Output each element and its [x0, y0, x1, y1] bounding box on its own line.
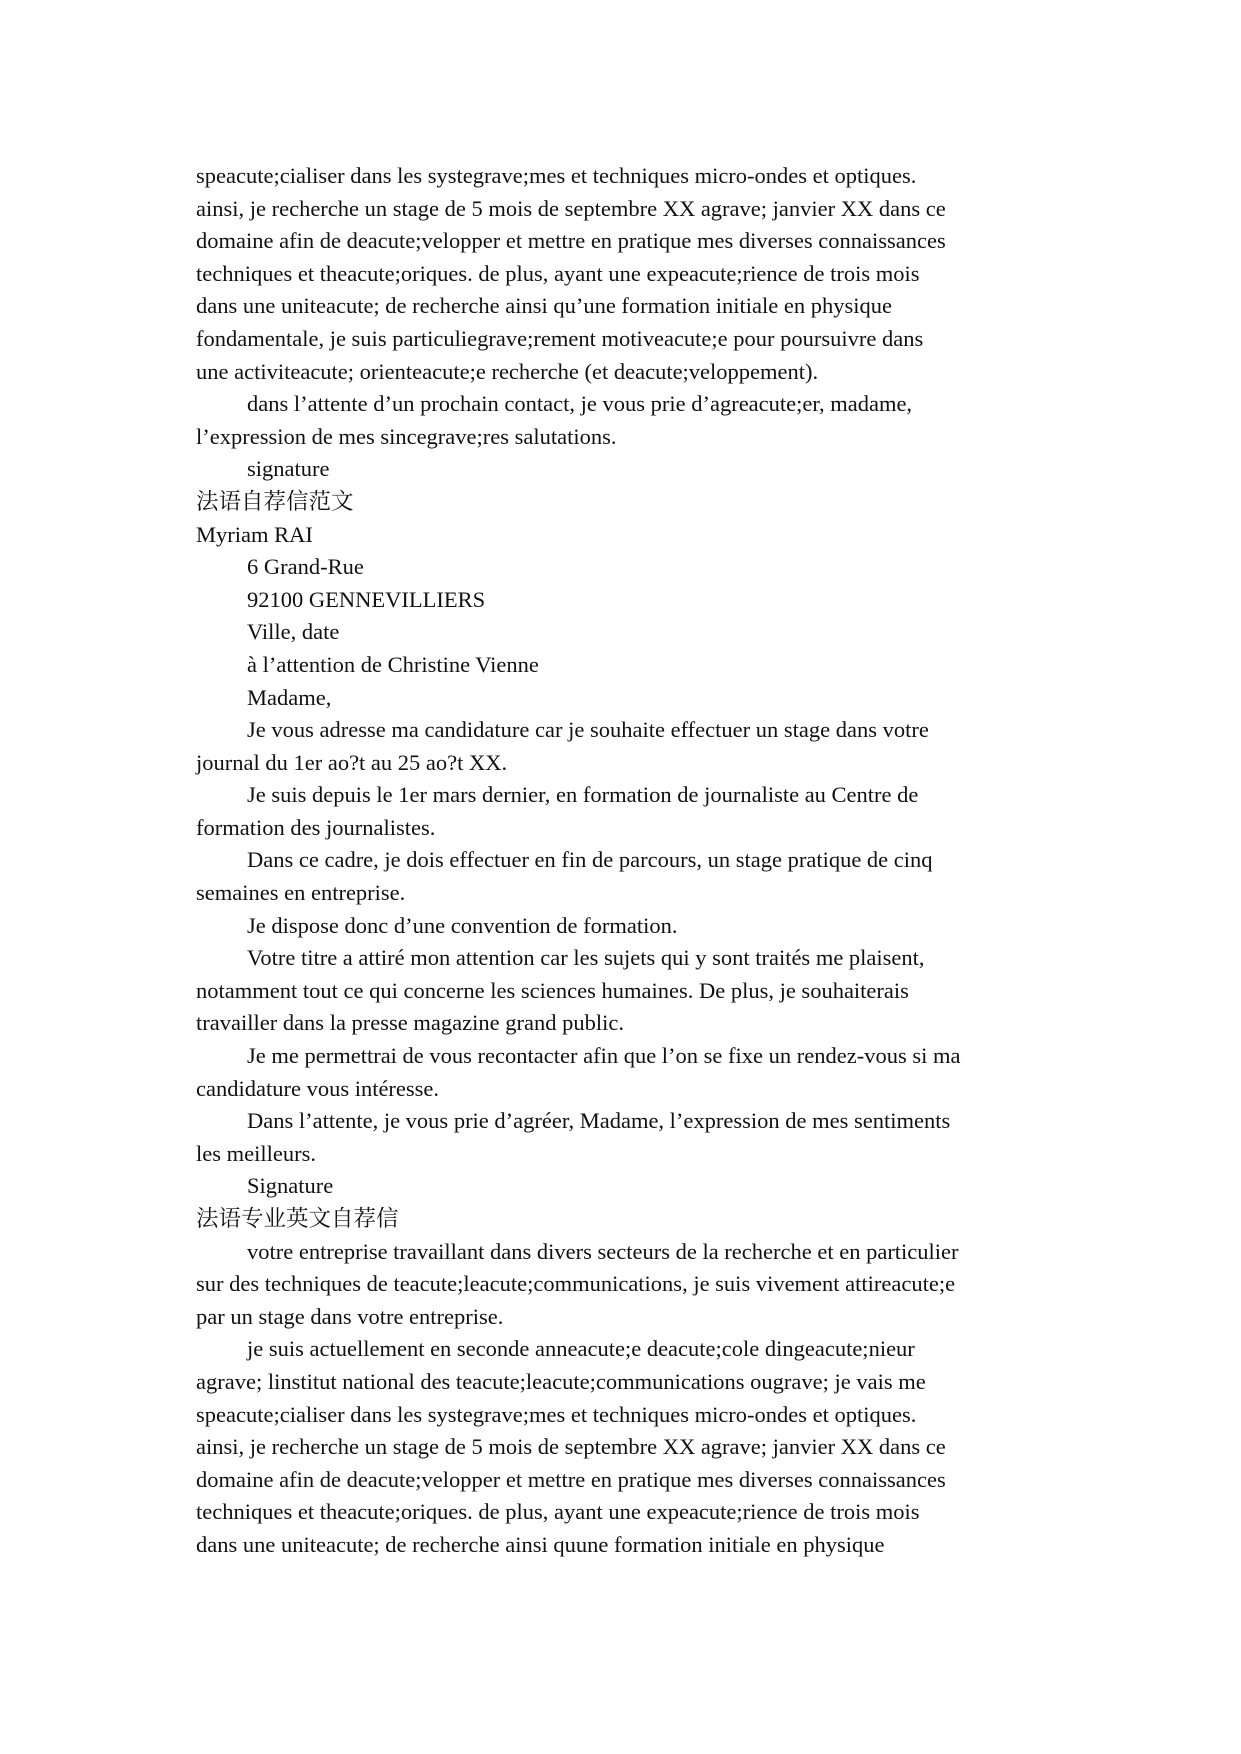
text-line: 法语自荐信范文 [196, 488, 354, 514]
text-line: notamment tout ce qui concerne les sciences humaines. De plus, je souhaiterais [196, 977, 909, 1003]
text-line: ainsi, je recherche un stage de 5 mois de septembre XX agrave; janvier XX dans ce [196, 1434, 946, 1460]
text-line: journal du 1er ao?t au 25 ao?t XX. [196, 749, 508, 775]
text-line: sur des techniques de teacute;leacute;communications, je suis vivement attireacute;e [196, 1271, 956, 1297]
text-line: travailler dans la presse magazine grand public. [196, 1010, 624, 1036]
text-line: speacute;cialiser dans les systegrave;mes et techniques micro-ondes et optiques. [196, 1401, 917, 1427]
text-line: dans une uniteacute; de recherche ainsi qu’une formation initiale en physique [196, 293, 892, 319]
text-line: Votre titre a attiré mon attention car les sujets qui y sont traités me plaisent, [247, 945, 925, 971]
text-line: Ville, date [247, 619, 340, 645]
text-line: Je me permettrai de vous recontacter afin que l’on se fixe un rendez-vous si ma [247, 1043, 961, 1069]
text-line: une activiteacute; orienteacute;e recherche (et deacute;veloppement). [196, 358, 819, 384]
document-body [196, 160, 1076, 1562]
text-line: l’expression de mes sincegrave;res salutations. [196, 423, 617, 449]
text-line: 6 Grand-Rue [247, 554, 364, 580]
text-line: votre entreprise travaillant dans divers secteurs de la recherche et en particulier [247, 1238, 959, 1264]
text-line: 法语专业英文自荐信 [196, 1206, 399, 1231]
text-line: par un stage dans votre entreprise. [196, 1303, 504, 1329]
text-line: dans l’attente d’un prochain contact, je vous prie d’agreacute;er, madame, [247, 391, 913, 417]
text-line: ainsi, je recherche un stage de 5 mois de septembre XX agrave; janvier XX dans ce [196, 195, 946, 221]
text-line: à l’attention de Christine Vienne [247, 651, 539, 677]
text-line: formation des journalistes. [196, 814, 436, 840]
text-line: fondamentale, je suis particuliegrave;rement motiveacute;e pour poursuivre dans [196, 325, 924, 351]
text-line: je suis actuellement en seconde anneacute;e deacute;cole dingeacute;nieur [247, 1336, 915, 1362]
text-line: Madame, [247, 684, 332, 710]
text-line: Dans ce cadre, je dois effectuer en fin de parcours, un stage pratique de cinq [247, 847, 933, 873]
text-line: Je suis depuis le 1er mars dernier, en formation de journaliste au Centre de [247, 782, 919, 808]
text-line: agrave; linstitut national des teacute;leacute;communications ougrave; je vais me [196, 1368, 926, 1394]
text-line: candidature vous intéresse. [196, 1075, 440, 1101]
text-line: Dans l’attente, je vous prie d’agréer, Madame, l’expression de mes sentiments [247, 1108, 951, 1134]
text-line: Je dispose donc d’une convention de formation. [247, 912, 678, 938]
text-line: domaine afin de deacute;velopper et mettre en pratique mes diverses connaissances [196, 228, 946, 254]
text-line: Signature [247, 1173, 334, 1199]
text-line: les meilleurs. [196, 1140, 316, 1166]
text-line: techniques et theacute;oriques. de plus, ayant une expeacute;rience de trois mois [196, 1499, 920, 1525]
text-line: techniques et theacute;oriques. de plus, ayant une expeacute;rience de trois mois [196, 260, 920, 286]
text-line: signature [247, 456, 330, 482]
text-line: 92100 GENNEVILLIERS [247, 586, 486, 612]
text-line: Myriam RAI [196, 521, 313, 547]
text-line: domaine afin de deacute;velopper et mettre en pratique mes diverses connaissances [196, 1466, 946, 1492]
text-line: dans une uniteacute; de recherche ainsi quune formation initiale en physique [196, 1531, 885, 1557]
text-line: Je vous adresse ma candidature car je souhaite effectuer un stage dans votre [247, 717, 929, 743]
text-line: speacute;cialiser dans les systegrave;mes et techniques micro-ondes et optiques. [196, 163, 917, 188]
text-line: semaines en entreprise. [196, 880, 406, 906]
